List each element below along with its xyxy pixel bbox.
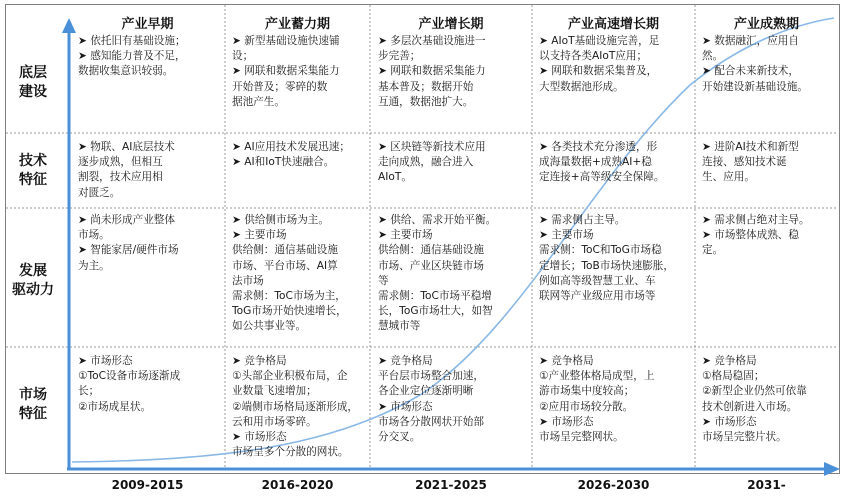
cell-line: 市场呈完整网状。 bbox=[539, 431, 624, 444]
cell-line: 等 bbox=[378, 274, 389, 287]
cell-line: 各企业定位逐渐明晰 bbox=[378, 385, 474, 398]
cell-line: 市场、平台市场、AI算 bbox=[232, 259, 338, 272]
cell-line: 定增长；ToB市场快速膨胀， bbox=[539, 259, 674, 272]
cell-market-mature bbox=[702, 354, 836, 468]
cell-line: ➤ 需求侧占主导。 bbox=[539, 214, 626, 226]
cell-line: 如公共事业等。 bbox=[232, 320, 307, 333]
cell-line: ➤ 智能家居/硬件市场 bbox=[78, 244, 179, 257]
cell-line: ➤ 网联和数据采集能力 bbox=[378, 65, 486, 78]
row-label-line: 建设 bbox=[19, 84, 47, 100]
cell-line: ➤ 竞争格局 bbox=[378, 355, 433, 367]
cell-line: 分交叉。 bbox=[378, 431, 421, 444]
cell-line: ➤ 市场整体成熟、稳 bbox=[702, 229, 799, 242]
cell-technology-growth bbox=[378, 140, 530, 206]
cell-line: 供给侧：通信基础设施 bbox=[232, 244, 338, 257]
cell-line: 设； bbox=[232, 50, 254, 63]
cell-line: ②应用市场较分散。 bbox=[539, 400, 634, 413]
cell-line: 市场、产业区块链市场 bbox=[378, 259, 484, 272]
cell-line: 互通，数据池扩大。 bbox=[378, 95, 474, 108]
cell-line: 云和用市场零碎。 bbox=[232, 415, 317, 428]
cell-line: ➤ 竞争格局 bbox=[232, 355, 287, 367]
cell-line: 市场呈完整片状。 bbox=[702, 431, 787, 444]
cell-line: 游市场集中度较高； bbox=[539, 385, 635, 398]
cell-line: 对匮乏。 bbox=[78, 186, 121, 199]
cell-line: 法市场 bbox=[232, 274, 264, 287]
cell-line: 定连接+高等级安全保障。 bbox=[539, 171, 665, 184]
cell-line: 成海量数据+成熟AI+稳 bbox=[539, 156, 652, 169]
cell-line: ➤ 进阶AI技术和新型 bbox=[702, 141, 799, 153]
cell-line: ➤ 依托旧有基础设施； bbox=[78, 35, 186, 47]
cell-technology-early bbox=[78, 140, 223, 206]
cell-line: ➤ 主要市场 bbox=[232, 229, 287, 242]
cell-line: ➤ 市场形态 bbox=[78, 355, 133, 367]
cell-line: ②市场成星状。 bbox=[78, 400, 152, 413]
cell-line: 需求侧：ToC市场平稳增 bbox=[378, 290, 492, 303]
cell-line: ➤ 尚未形成产业整体 bbox=[78, 214, 175, 226]
cell-line: 生、应用。 bbox=[702, 171, 755, 184]
cell-line: ①产业整体格局成型，上 bbox=[539, 370, 655, 383]
cell-line: ➤ 物联、AI底层技术 bbox=[78, 141, 175, 153]
cell-line: ➤ 主要市场 bbox=[378, 229, 433, 242]
row-label-line: 技术 bbox=[19, 153, 47, 169]
cell-line: ➤ 主要市场 bbox=[539, 229, 594, 242]
cell-line: ➤ 多层次基础设施进一 bbox=[378, 35, 486, 47]
cell-line: 割裂，技术应用相 bbox=[78, 171, 163, 184]
cell-line: ➤ 竞争格局 bbox=[702, 355, 757, 367]
cell-line: 市场呈多个分散的网状。 bbox=[232, 446, 349, 459]
cell-line: 据池产生。 bbox=[232, 95, 285, 108]
cell-line: 供给侧：通信基础设施 bbox=[378, 244, 484, 257]
column-header-early: 产业早期 bbox=[121, 17, 174, 32]
cell-driving-force-mature bbox=[702, 213, 836, 345]
cell-line: ➤ 数据融汇，应用自 bbox=[702, 35, 799, 47]
cell-line: ➤ 供给、需求开始平衡。 bbox=[378, 214, 497, 226]
cell-line: ➤ 供给侧市场为主。 bbox=[232, 214, 329, 226]
cell-line: ②新型企业仍然可依靠 bbox=[702, 385, 807, 398]
row-label-line: 特征 bbox=[19, 406, 47, 422]
period-label-growth: 2021-2025 bbox=[415, 478, 487, 492]
cell-line: ➤ 市场形态 bbox=[378, 400, 433, 413]
cell-infrastructure-rapid-growth bbox=[539, 34, 694, 131]
row-label-technology bbox=[0, 152, 66, 190]
cell-infrastructure-early bbox=[78, 34, 223, 131]
cell-line: 连接、感知技术诞 bbox=[702, 156, 787, 169]
cell-line: 走向成熟，融合进入 bbox=[378, 156, 474, 169]
cell-line: ➤ 网联和数据采集能力 bbox=[232, 65, 340, 78]
row-label-infrastructure bbox=[0, 64, 66, 102]
cell-line: AIoT。 bbox=[378, 171, 412, 184]
cell-line: 长； bbox=[78, 385, 100, 398]
row-label-driving-force bbox=[0, 262, 66, 300]
cell-line: ToG市场开始快速增长， bbox=[232, 305, 347, 318]
cell-line: 技术创新进入市场。 bbox=[702, 400, 798, 413]
cell-driving-force-early bbox=[78, 213, 223, 345]
cell-market-early bbox=[78, 354, 223, 468]
cell-line: ①头部企业积极布局，企 bbox=[232, 370, 348, 383]
cell-line: 为主。 bbox=[78, 259, 110, 272]
cell-line: 市场。 bbox=[78, 229, 110, 242]
cell-line: 逐步成熟，但相互 bbox=[78, 156, 163, 169]
period-label-early: 2009-2015 bbox=[111, 478, 184, 492]
cell-line: ➤ 配合未来新技术， bbox=[702, 65, 799, 78]
cell-line: ➤ 市场形态 bbox=[702, 415, 757, 428]
cell-line: ①ToC设备市场逐渐成 bbox=[78, 370, 181, 383]
cell-line: 长，ToG市场壮大，如智 bbox=[378, 305, 493, 318]
cell-line: ➤ 竞争格局 bbox=[539, 355, 594, 367]
cell-line: 联网等产业级应用市场等 bbox=[539, 290, 656, 303]
cell-technology-mature bbox=[702, 140, 836, 206]
cell-line: 数据收集意识较弱。 bbox=[78, 65, 174, 78]
row-label-line: 驱动力 bbox=[12, 282, 54, 298]
cell-line: 以支持各类AIoT应用； bbox=[539, 50, 648, 63]
cell-line: 需求侧：ToC和ToG市场稳 bbox=[539, 244, 662, 257]
row-label-line: 市场 bbox=[19, 387, 47, 403]
column-header-growth: 产业增长期 bbox=[418, 17, 484, 32]
cell-infrastructure-accumulation bbox=[232, 34, 368, 131]
cell-line: 需求侧：ToC市场为主， bbox=[232, 290, 346, 303]
cell-line: ➤ 感知能力普及不足， bbox=[78, 50, 186, 63]
cell-line: ➤ 新型基础设施快速铺 bbox=[232, 35, 340, 47]
cell-market-accumulation bbox=[232, 354, 368, 468]
cell-line: ➤ 网联和数据采集普及， bbox=[539, 65, 658, 78]
cell-line: ➤ 各类技术充分渗透，形 bbox=[539, 141, 658, 153]
column-header-rapid-growth: 产业高速增长期 bbox=[567, 17, 659, 32]
cell-line: ➤ AIoT基础设施完善，足 bbox=[539, 35, 660, 47]
cell-market-growth bbox=[378, 354, 530, 468]
cell-infrastructure-growth bbox=[378, 34, 530, 131]
cell-line: 开始建设新基础设施。 bbox=[702, 80, 808, 93]
row-label-line: 发展 bbox=[19, 263, 47, 279]
period-label-rapid-growth: 2026-2030 bbox=[577, 478, 650, 492]
cell-line: 例如高等级智慧工业、车 bbox=[539, 274, 656, 287]
row-label-line: 特征 bbox=[19, 172, 47, 188]
period-label-mature: 2031- bbox=[747, 478, 786, 492]
row-label-line: 底层 bbox=[19, 65, 47, 81]
cell-market-rapid-growth bbox=[539, 354, 694, 468]
column-header-accumulation: 产业蓄力期 bbox=[264, 17, 330, 32]
cell-line: 慧城市等 bbox=[378, 320, 421, 333]
cell-technology-rapid-growth bbox=[539, 140, 694, 206]
cell-line: ②端侧市场格局逐渐形成， bbox=[232, 400, 359, 413]
cell-line: ➤ 需求侧占绝对主导。 bbox=[702, 214, 810, 226]
cell-line: 开始普及；零碎的数 bbox=[232, 80, 328, 93]
cell-line: ➤ AI和IoT快速融合。 bbox=[232, 156, 335, 169]
cell-line: ➤ 市场形态 bbox=[232, 431, 287, 444]
cell-line: ➤ 市场形态 bbox=[539, 415, 594, 428]
period-label-accumulation: 2016-2020 bbox=[261, 478, 334, 492]
cell-line: 步完善； bbox=[378, 50, 421, 63]
cell-line: 大型数据池形成。 bbox=[539, 80, 624, 93]
cell-line: 市场各分散网状开始部 bbox=[378, 415, 484, 428]
cell-line: 定。 bbox=[702, 244, 724, 257]
cell-line: 平台层市场整合加速， bbox=[378, 370, 484, 383]
cell-line: 业数量飞速增加； bbox=[232, 385, 317, 398]
column-header-mature: 产业成熟期 bbox=[733, 17, 799, 32]
cell-driving-force-accumulation bbox=[232, 213, 368, 345]
row-label-market bbox=[0, 386, 66, 424]
cell-line: ➤ AI应用技术发展迅速； bbox=[232, 141, 350, 153]
cell-line: ①格局稳固； bbox=[702, 370, 765, 383]
cell-line: ➤ 区块链等新技术应用 bbox=[378, 141, 486, 153]
cell-infrastructure-mature bbox=[702, 34, 836, 131]
cell-driving-force-growth bbox=[378, 213, 530, 345]
cell-line: 然。 bbox=[702, 50, 724, 63]
cell-driving-force-rapid-growth bbox=[539, 213, 694, 345]
cell-technology-accumulation bbox=[232, 140, 368, 206]
cell-line: 基本普及；数据开始 bbox=[378, 80, 474, 93]
